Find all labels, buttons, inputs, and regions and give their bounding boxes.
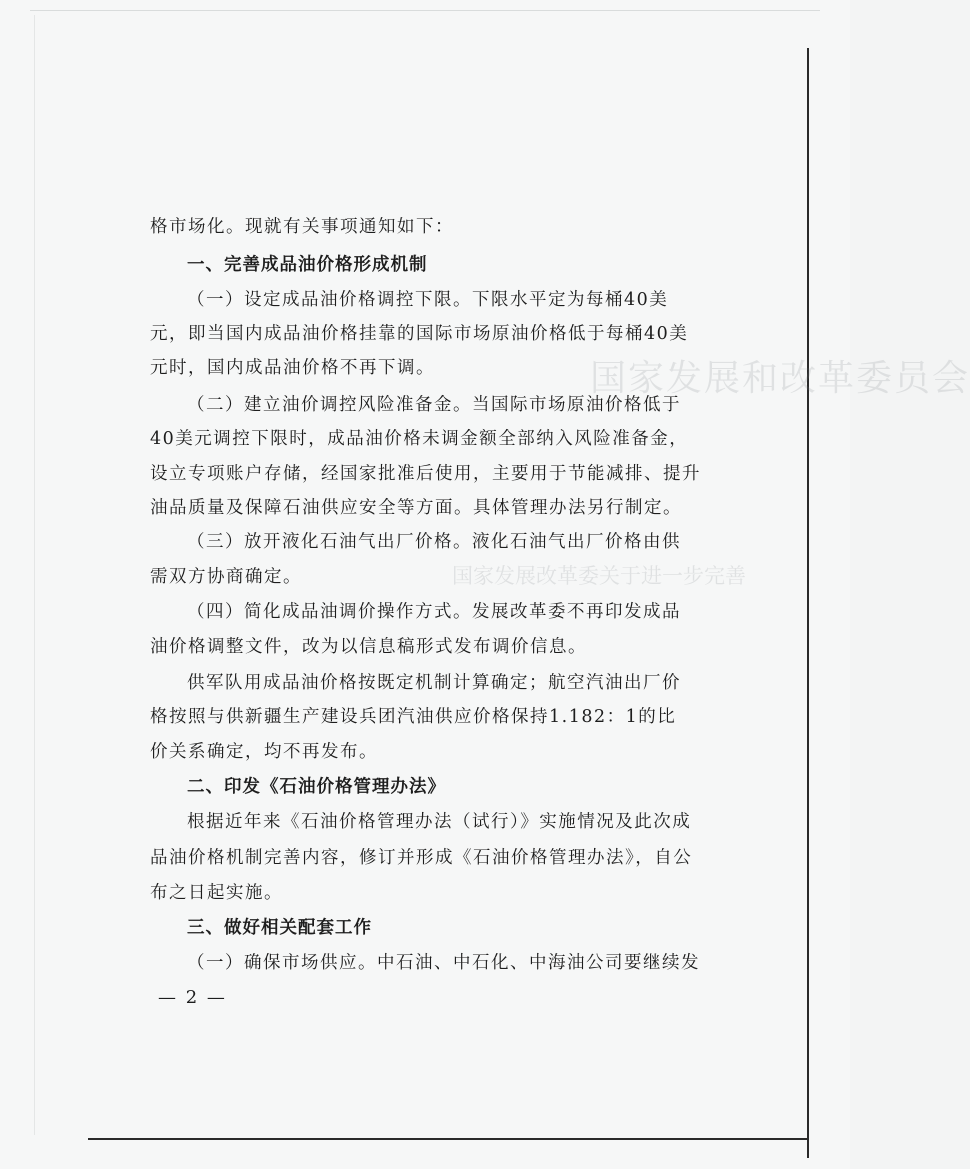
body-line: 元时，国内成品油价格不再下调。 (150, 358, 435, 378)
page-right-edge (807, 48, 809, 1158)
body-line: （一）设定成品油价格调控下限。下限水平定为每桶40美 (187, 290, 669, 310)
section-heading-1: 一、完善成品油价格形成机制 (187, 255, 428, 275)
body-line: 设立专项账户存储，经国家批准后使用，主要用于节能减排、提升 (150, 464, 701, 484)
body-line: （一）确保市场供应。中石油、中石化、中海油公司要继续发 (187, 953, 700, 973)
body-line: 品油价格机制完善内容，修订并形成《石油价格管理办法》，自公 (150, 848, 693, 868)
show-through-watermark: 国家发展和改革委员会 (590, 358, 970, 399)
body-line: 根据近年来《石油价格管理办法（试行）》实施情况及此次成 (187, 812, 692, 832)
body-line: 供军队用成品油价格按既定机制计算确定；航空汽油出厂价 (187, 673, 681, 693)
body-line: （三）放开液化石油气出厂价格。液化石油气出厂价格由供 (187, 532, 681, 552)
page-left-edge (34, 15, 35, 1135)
body-line: 油价格调整文件，改为以信息稿形式发布调价信息。 (150, 637, 587, 657)
body-line: （二）建立油价调控风险准备金。当国际市场原油价格低于 (187, 395, 681, 415)
body-line: 格市场化。现就有关事项通知如下： (150, 217, 454, 237)
show-through-watermark-2: 国家发展改革委关于进一步完善 (452, 564, 746, 588)
body-line: （四）简化成品油调价操作方式。发展改革委不再印发成品 (187, 602, 681, 622)
body-line: 40美元调控下限时，成品油价格未调金额全部纳入风险准备金， (150, 429, 689, 449)
body-line: 元，即当国内成品油价格挂靠的国际市场原油价格低于每桶40美 (150, 324, 689, 344)
page-fold-line (30, 10, 820, 11)
page-number: — 2 — (158, 987, 227, 1008)
body-line: 格按照与供新疆生产建设兵团汽油供应价格保持1.182：1的比 (150, 707, 677, 727)
body-line: 油品质量及保障石油供应安全等方面。具体管理办法另行制定。 (150, 498, 682, 518)
body-line: 价关系确定，均不再发布。 (150, 742, 378, 762)
page-bottom-edge (88, 1138, 808, 1140)
section-heading-2: 二、印发《石油价格管理办法》 (187, 777, 446, 797)
body-line: 需双方协商确定。 (150, 567, 302, 587)
body-line: 布之日起实施。 (150, 883, 283, 903)
section-heading-3: 三、做好相关配套工作 (187, 918, 372, 938)
